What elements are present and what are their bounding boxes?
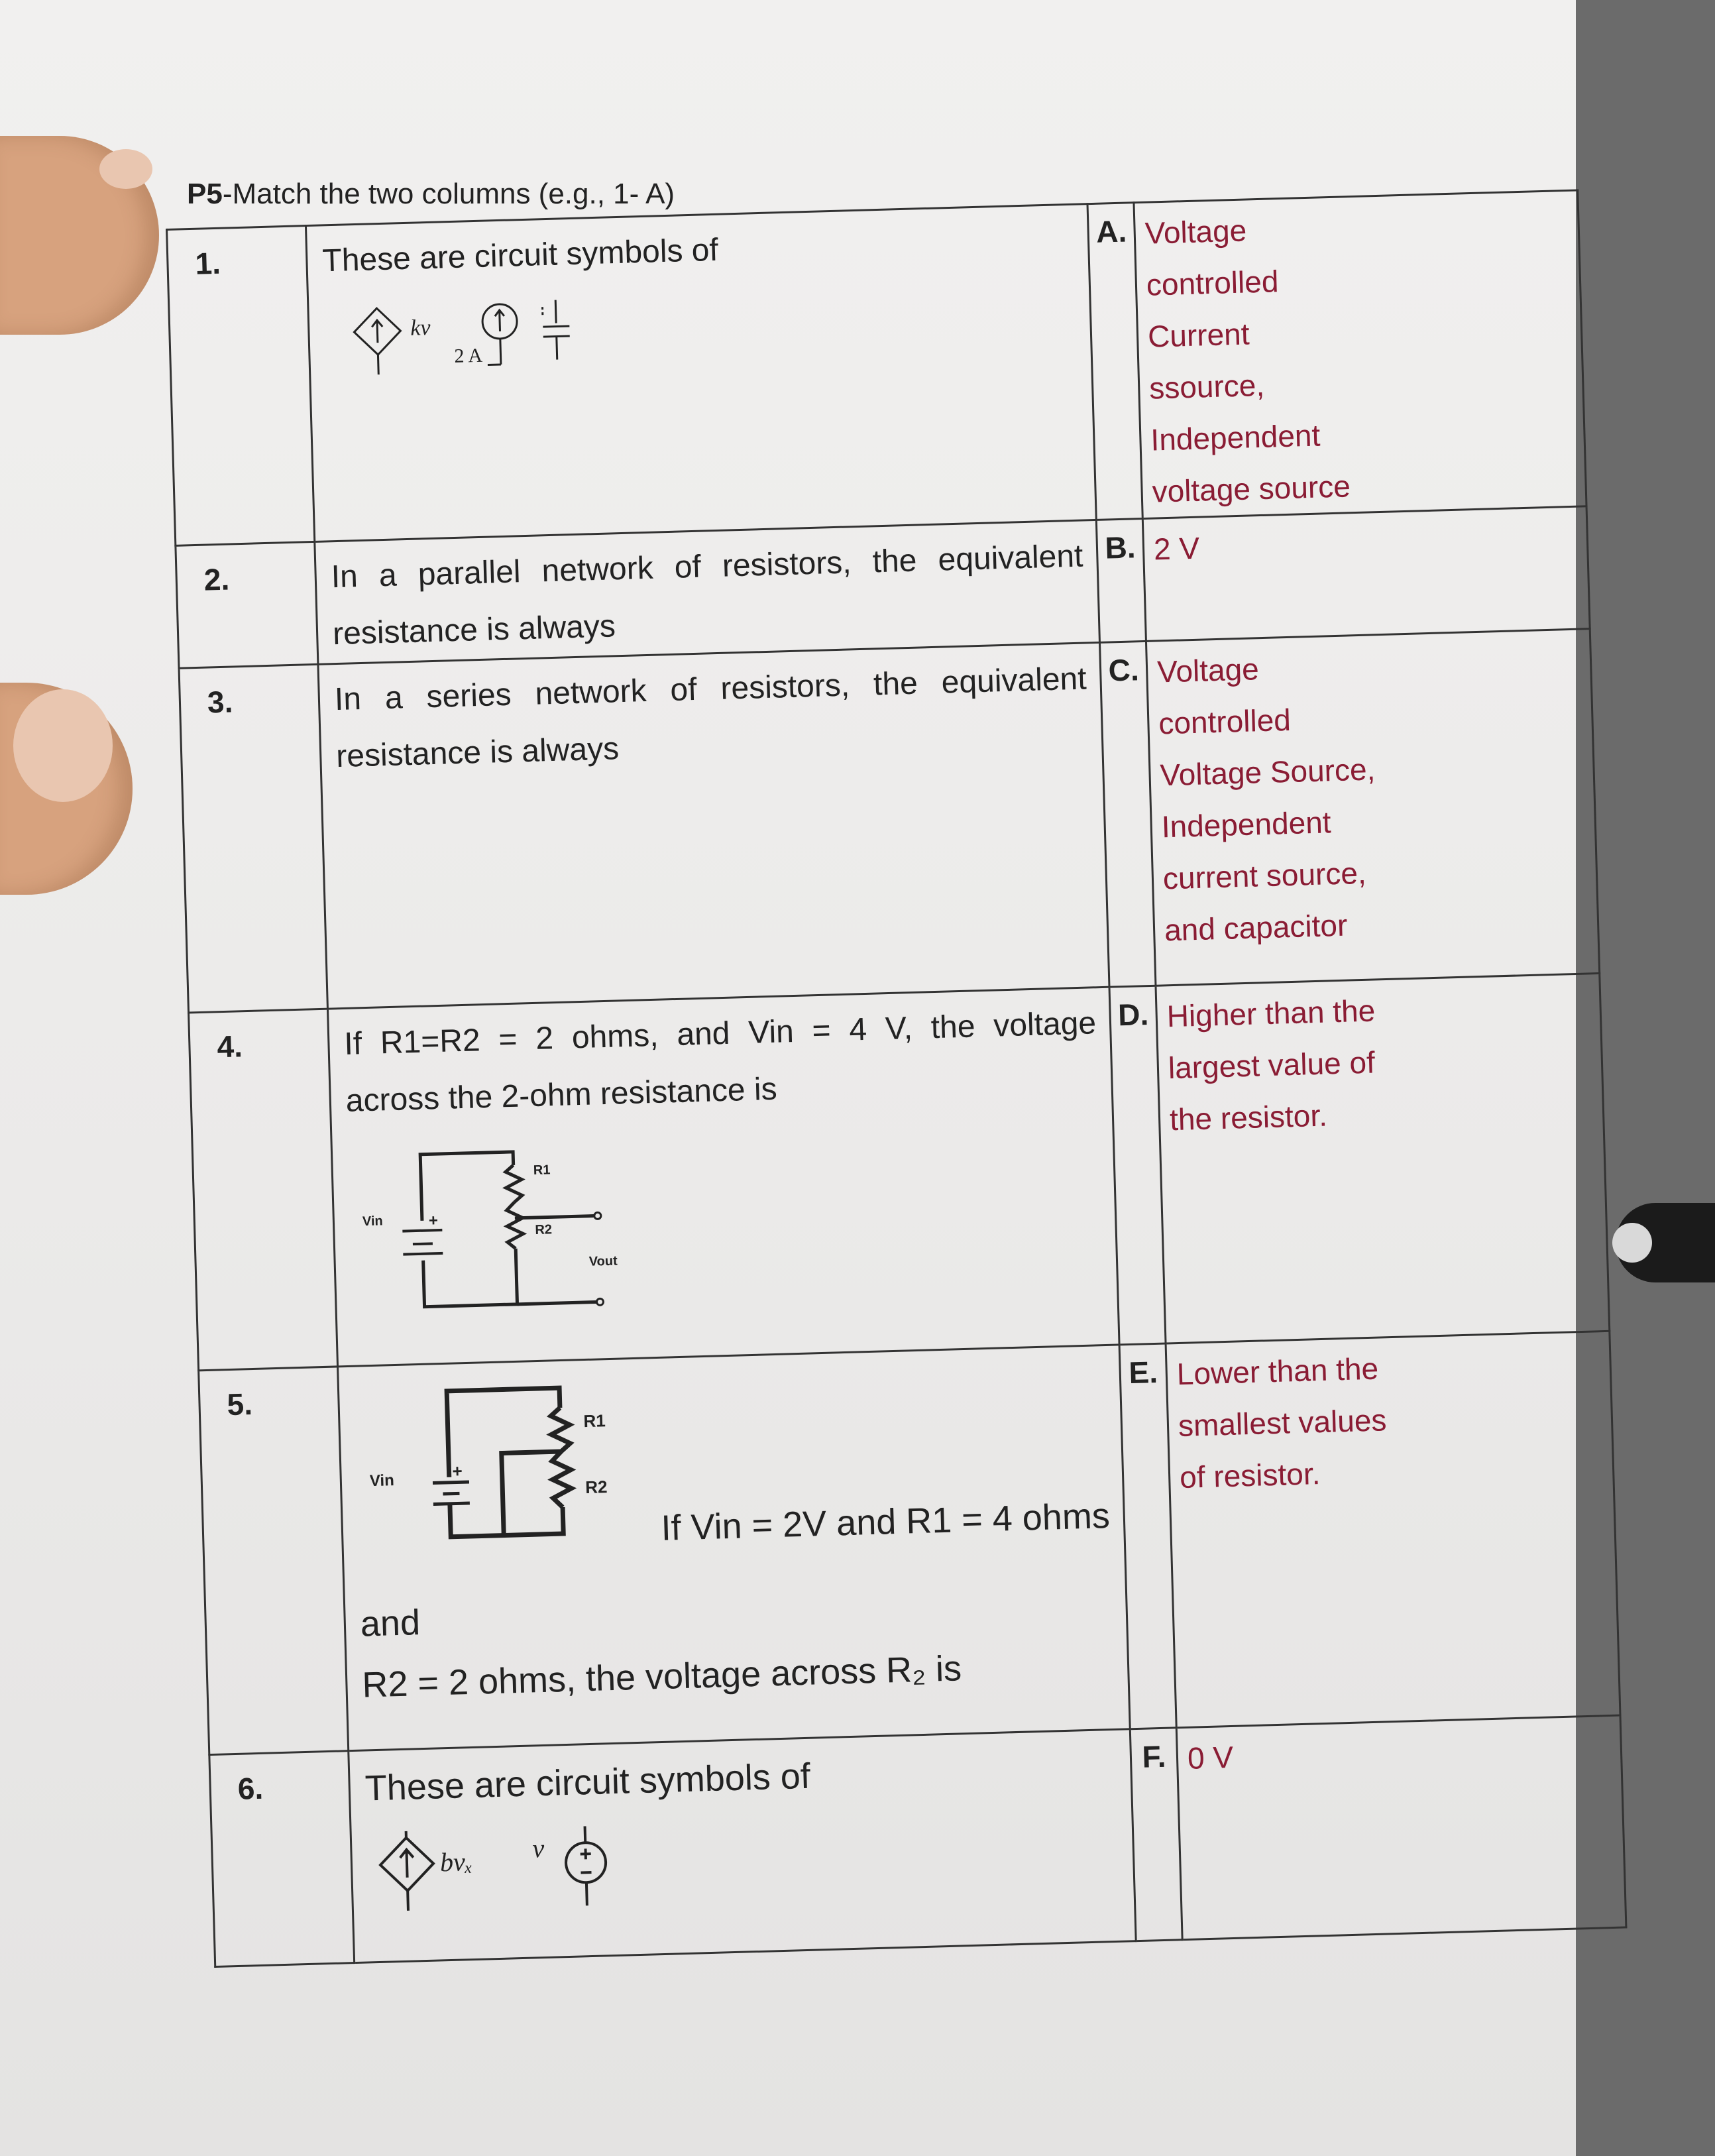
- question-number: 5.: [199, 1367, 349, 1755]
- symbol-label-v: v: [531, 1833, 545, 1864]
- answer-line: Independent: [1161, 805, 1332, 844]
- label-plus: +: [428, 1212, 439, 1230]
- table-row: [209, 1715, 1626, 1966]
- question-cell-3: [318, 642, 1109, 1009]
- answer-line: of resistor.: [1179, 1456, 1321, 1495]
- question-line: across the 2-ohm resistance is: [345, 1071, 778, 1119]
- table-row: [199, 1331, 1620, 1754]
- label-plus: +: [452, 1461, 463, 1481]
- answer-letter: C.: [1099, 641, 1155, 987]
- question-number: 2.: [176, 541, 318, 668]
- answer-cell-b: [1142, 506, 1590, 642]
- answer-line: Lower than the: [1176, 1351, 1379, 1392]
- answer-letter: A.: [1087, 203, 1142, 520]
- table-row: [179, 629, 1600, 1013]
- table-row: [167, 190, 1586, 545]
- answer-line: smallest values: [1178, 1402, 1388, 1444]
- label-r1: R1: [533, 1163, 551, 1178]
- output-terminal-icon: [594, 1212, 601, 1219]
- battery-icon: [402, 1230, 443, 1255]
- answer-cell-e: [1166, 1331, 1620, 1727]
- answer-line: Voltage Source,: [1159, 752, 1376, 793]
- question-line: In a parallel network of resistors, the equivalent: [331, 538, 1084, 595]
- answer-line: current source,: [1162, 855, 1367, 896]
- label-r2: R2: [535, 1222, 553, 1238]
- answer-cell-d: [1156, 974, 1610, 1343]
- voltage-divider-circuit: [360, 1133, 710, 1341]
- answer-letter: D.: [1109, 986, 1166, 1345]
- answer-cell-c: [1146, 629, 1599, 986]
- question-cell-1: [305, 204, 1096, 542]
- index-nail: [13, 689, 113, 802]
- question-cell-5: [338, 1345, 1131, 1751]
- label-r2: R2: [584, 1477, 608, 1498]
- question-number: 1.: [167, 226, 315, 546]
- question-line: resistance is always: [332, 608, 616, 652]
- answer-line: Voltage: [1144, 213, 1247, 251]
- symbol-label-bvx: bvₓ: [439, 1846, 473, 1878]
- answer-line: largest value of: [1168, 1045, 1376, 1086]
- question-cell-6: [349, 1729, 1136, 1963]
- output-terminal-icon: [596, 1298, 603, 1305]
- resistor-r2-icon: [506, 1202, 524, 1249]
- label-vin: Vin: [362, 1214, 384, 1229]
- circuit-symbols-figure: [323, 294, 671, 396]
- answer-line: Current: [1147, 316, 1250, 354]
- battery-icon: [433, 1482, 470, 1504]
- answer-line: ssource,: [1148, 367, 1265, 406]
- dependent-current-source-icon: [353, 308, 402, 375]
- table-row: [189, 974, 1610, 1371]
- pen-tip: [1612, 1223, 1652, 1263]
- thumb-nail: [99, 149, 152, 189]
- question-number: 3.: [179, 664, 327, 1013]
- symbol-label-kv: kv: [410, 315, 431, 341]
- label-vin: Vin: [369, 1471, 395, 1491]
- answer-line: controlled: [1158, 702, 1292, 741]
- answer-line: voltage source: [1151, 469, 1351, 509]
- answer-line: 0 V: [1187, 1739, 1234, 1776]
- question-line: If Vin = 2V and R1 = 4 ohms: [660, 1495, 1111, 1548]
- resistor-r1-icon: [506, 1165, 523, 1203]
- question-number: 4.: [189, 1009, 338, 1371]
- answer-line: the resistor.: [1169, 1098, 1328, 1137]
- question-line: and: [360, 1603, 421, 1644]
- answer-line: and capacitor: [1164, 907, 1348, 948]
- answer-letter: F.: [1130, 1728, 1182, 1941]
- answer-cell-f: [1176, 1715, 1626, 1940]
- answer-cell-a: [1134, 190, 1586, 519]
- question-cell-2: [315, 520, 1100, 664]
- answer-line: 2 V: [1153, 530, 1200, 567]
- dependent-current-source-icon: [380, 1831, 435, 1911]
- answer-line: Voltage: [1156, 652, 1260, 689]
- symbol-label-2a: 2 A: [454, 344, 483, 367]
- resistor-r1-icon: [551, 1408, 571, 1452]
- question-line: resistance is always: [335, 731, 620, 775]
- matching-table: [166, 189, 1627, 1968]
- answer-letter: E.: [1119, 1343, 1176, 1729]
- answer-line: Higher than the: [1166, 993, 1376, 1034]
- problem-number: P5: [187, 178, 223, 210]
- question-number: 6.: [209, 1751, 355, 1967]
- question-text: These are circuit symbols of: [321, 232, 719, 279]
- circuit-symbols-figure: [366, 1824, 674, 1932]
- resistor-r2-icon: [552, 1451, 572, 1508]
- question-line: R2 = 2 ohms, the voltage across R₂ is: [361, 1648, 962, 1705]
- question-cell-4: [327, 987, 1119, 1367]
- instruction-text: -Match the two columns (e.g., 1- A): [222, 178, 675, 210]
- independent-voltage-source-icon: [565, 1825, 607, 1906]
- page-title: [187, 178, 675, 211]
- label-vout: Vout: [588, 1253, 618, 1269]
- capacitor-icon: [542, 300, 570, 360]
- answer-line: Independent: [1150, 418, 1321, 457]
- question-line: If R1=R2 = 2 ohms, and Vin = 4 V, the voltage: [343, 1005, 1097, 1062]
- answer-line: controlled: [1146, 264, 1280, 302]
- label-r1: R1: [583, 1410, 606, 1432]
- answer-letter: B.: [1096, 519, 1146, 643]
- independent-current-source-icon: [482, 304, 518, 365]
- question-line: In a series network of resistors, the equivalent: [334, 661, 1087, 718]
- question-text: These are circuit symbols of: [364, 1756, 811, 1809]
